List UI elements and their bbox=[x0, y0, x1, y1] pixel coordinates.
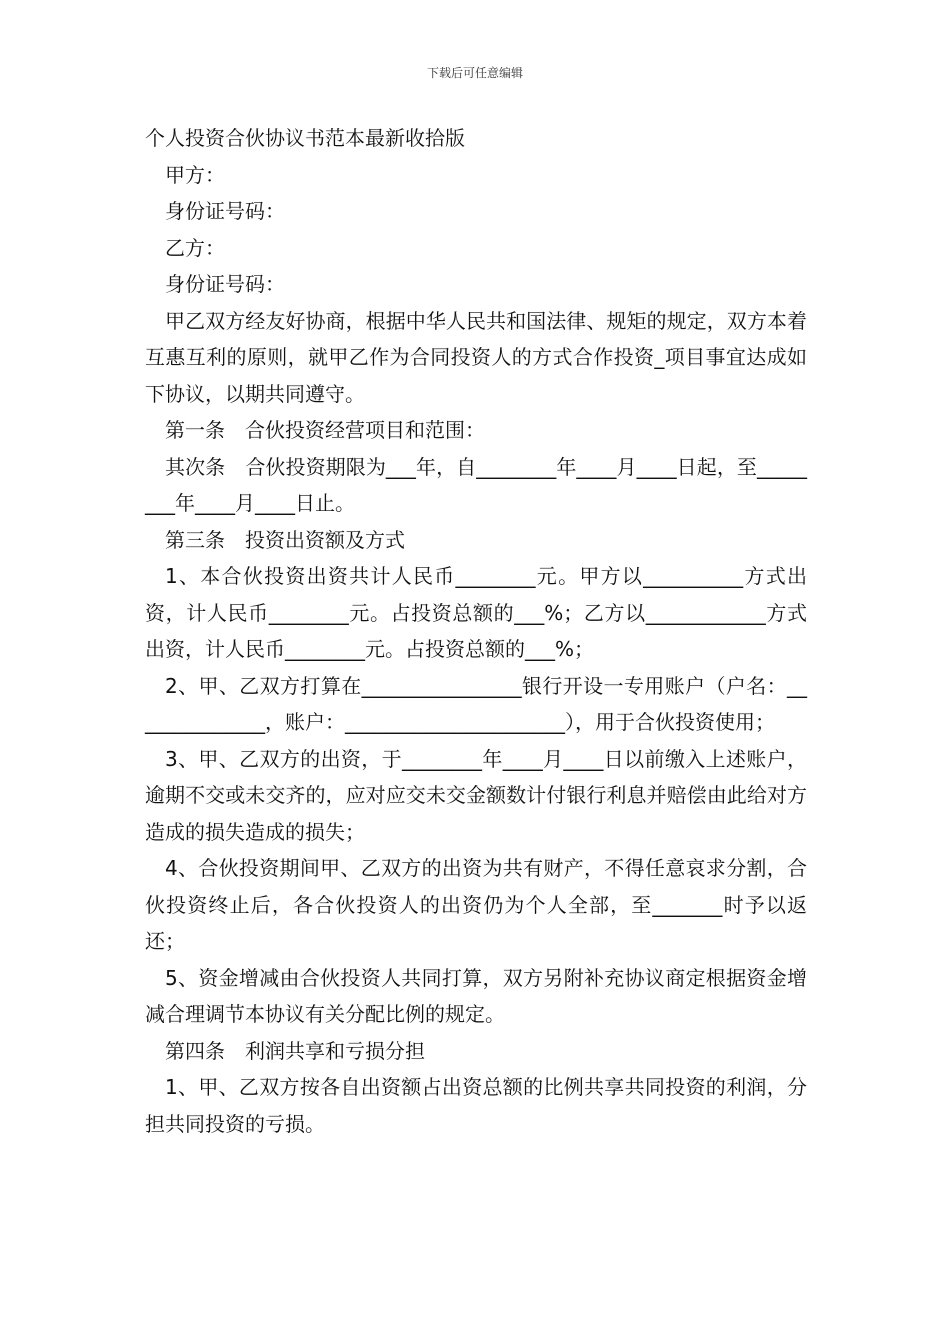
preamble-paragraph: 甲乙双方经友好协商，根据中华人民共和国法律、规矩的规定，双方本着互惠互利的原则，就甲乙作为合同投资人的方式合作投资_项目事宜达成如下协议，以期共同遵守。 bbox=[145, 308, 807, 406]
party-a-id-label: 身份证号码： bbox=[165, 199, 285, 223]
article-3-clause-5: 5、资金增减由合伙投资人共同打算，双方另附补充协议商定根据资金增减合理调节本协议有关分配比例的规定。 bbox=[145, 965, 807, 1026]
article-3-clause-2: 2、甲、乙双方打算在________________银行开设一专用账户（户名：______________，账户：______________________），用于合伙投资使用； bbox=[145, 673, 807, 734]
party-b-label: 乙方： bbox=[165, 235, 225, 260]
article-4-clause-1: 1、甲、乙双方按各自出资额占出资总额的比例共享共同投资的利润，分担共同投资的亏损。 bbox=[145, 1075, 807, 1136]
article-1-heading: 第一条 合伙投资经营项目和范围： bbox=[165, 418, 485, 442]
article-3-heading: 第三条 投资出资额及方式 bbox=[165, 527, 405, 552]
document-title: 个人投资合伙协议书范本最新收拾版 bbox=[145, 126, 465, 150]
party-b-id-label: 身份证号码： bbox=[165, 272, 285, 296]
article-4-heading: 第四条 利润共享和亏损分担 bbox=[165, 1038, 425, 1063]
article-3-clause-1: 1、本合伙投资出资共计人民币________元。甲方以__________方式出资，计人民币________元。占投资总额的___%；乙方以____________方式出资，计人民币________元。占投资总额的___%； bbox=[145, 564, 807, 661]
page-header: 下载后可任意编辑 bbox=[426, 66, 523, 80]
party-a-label: 甲方： bbox=[165, 162, 225, 187]
article-3-clause-3: 3、甲、乙双方的出资，于________年____月____日以前缴入上述账户，逾期不交或未交齐的，应对应交未交金额数计付银行利息并赔偿由此给对方造成的损失造成的损失； bbox=[145, 746, 807, 844]
article-3-clause-4: 4、合伙投资期间甲、乙双方的出资为共有财产，不得任意哀求分割，合伙投资终止后，各合伙投资人的出资仍为个人全部，至_______时予以返还； bbox=[145, 856, 807, 953]
article-2-paragraph: 其次条 合伙投资期限为___年，自________年____月____日起，至________年____月____日止。 bbox=[145, 454, 807, 515]
document-body bbox=[145, 120, 807, 1142]
